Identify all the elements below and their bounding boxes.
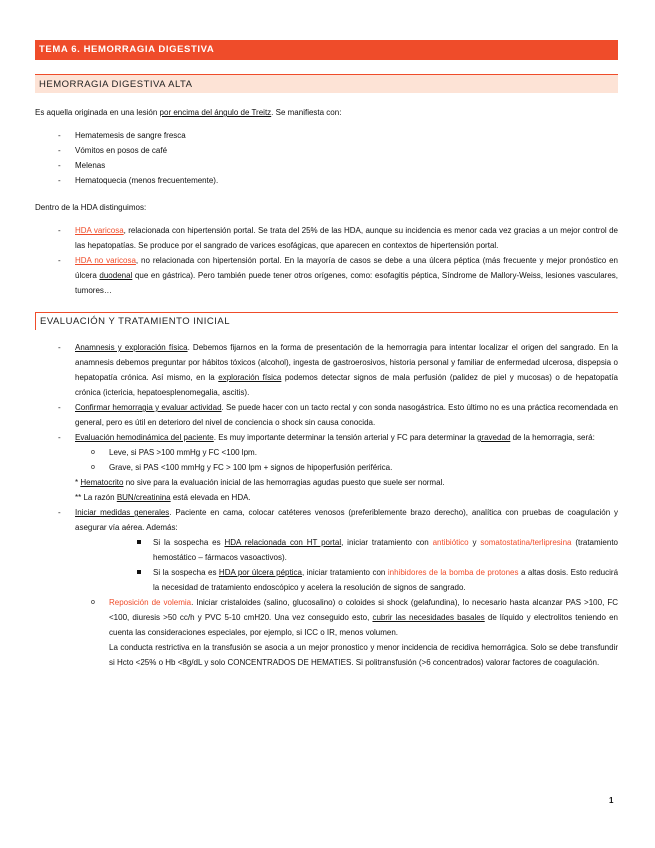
list-item-evaluacion: - Evaluación hemodinámica del paciente. Es muy importante determinar la tensión arterial y FC para determinar la gravedad de la hemorragia, será: — [35, 430, 618, 445]
manifestations-list — [35, 128, 618, 188]
section-title-hda-alta: HEMORRAGIA DIGESTIVA ALTA — [35, 74, 618, 93]
intro-paragraph: Es aquella originada en una lesión por encima del ángulo de Treitz. Se manifiesta con: — [35, 108, 342, 117]
note-bun-creatinina: ** La razón BUN/creatinina está elevada en HDA. — [75, 493, 251, 502]
section-title-evaluacion: EVALUACIÓN Y TRATAMIENTO INICIAL — [35, 312, 618, 330]
suspicion-list — [35, 535, 618, 595]
general-measures-list — [35, 505, 618, 535]
severity-list — [35, 445, 618, 475]
list-item-ht-portal: Si la sospecha es HDA relacionada con HT portal, iniciar tratamiento con antibiótico y somatostatina/terlipresina (tratamiento hemostático – fármacos vasoactivos). — [35, 535, 618, 565]
list-item: - Hematemesis de sangre fresca — [35, 128, 618, 143]
list-item: - Hematoquecia (menos frecuentemente). — [35, 173, 618, 188]
list-item-reposicion-volemia: o Reposición de volemia. Iniciar cristaloides (salino, glucosalino) o coloides si shock (gelafundina), lo necesario hasta alcanzar PAS >100, FC <100, diuresis >50 cc/h y PVC 5-10 cmH20. Una vez conseguido esto, cubrir las necesidades basales de líquido y electrolitos teniendo en cuenta las consideraciones especiales, por ejemplo, si ICC o IR, menos volumen. La conducta restrictiva en la transfusión se asocia a un mejor pronostico y menor incidencia de recidiva hemorrágica. Solo se debe transfundir si Hcto <25% o Hb <8g/dL y solo CONCENTRADOS DE HEMATIES. Si politransfusión (>6 concentrados) valorar factores de coagulación. — [35, 595, 618, 670]
note-hematocrito: * Hematocrito no sive para la evaluación inicial de las hemorragias agudas puesto que suele ser normal. — [75, 478, 445, 487]
chapter-title-banner: TEMA 6. HEMORRAGIA DIGESTIVA — [35, 40, 618, 60]
list-item-ulcera: Si la sospecha es HDA por úlcera péptica, iniciar tratamiento con inhibidores de la bomba de protones a altas dosis. Esto reducirá la necesidad de tratamiento endoscópico y acelera la resolución de signos de sangrado. — [35, 565, 618, 595]
list-item-hda-varicosa: - HDA varicosa, relacionada con hipertensión portal. Se trata del 25% de las HDA, aunque su incidencia es menor cada vez gracias a un mejor control de las hepatopatías. Se produce por el sangrado de varices esofágicas, que aparecen en contextos de hipertensión portal. — [35, 223, 618, 253]
list-item-confirmar: - Confirmar hemorragia y evaluar actividad. Se puede hacer con un tacto rectal y con sonda nasogástrica. Esto último no es una práctica recomendada en general, pero es útil en deterioro del nivel de conciencia o shock sin causa conocida. — [35, 400, 618, 430]
list-item-grave: o Grave, si PAS <100 mmHg y FC > 100 lpm + signos de hipoperfusión periférica. — [35, 460, 618, 475]
list-item: - Vómitos en posos de café — [35, 143, 618, 158]
document-page — [35, 40, 618, 670]
hda-types-list — [35, 223, 618, 298]
list-item-hda-no-varicosa: - HDA no varicosa, no relacionada con hipertensión portal. En la mayoría de casos se debe a una úlcera péptica (más frecuente y mejor pronóstico en úlcera duodenal que en gástrica). Pero también puede tener otros orígenes, como: esofagitis péptica, Síndrome de Mallory-Weiss, lesiones vasculares, tumores… — [35, 253, 618, 298]
page-number: 1 — [609, 796, 614, 805]
types-intro: Dentro de la HDA distinguimos: — [35, 203, 147, 212]
list-item-anamnesis: - Anamnesis y exploración física. Debemos fijarnos en la forma de presentación de la hemorragia para intentar localizar el origen del sangrado. En la anamnesis debemos preguntar por hábitos tóxicos (alcohol), ingesta de gastroerosivos, historia personal y familiar de enfermedad ulcerosa, dispepsia o hepatopatía crónica. Así mismo, en la exploración física podemos detectar signos de mala perfusión (palidez de piel y mucosas) o de hepatopatía crónica (ictericia, hepatoesplenomegalia, ascitis). — [35, 340, 618, 400]
list-item-leve: o Leve, si PAS >100 mmHg y FC <100 lpm. — [35, 445, 618, 460]
list-item-iniciar: - Iniciar medidas generales. Paciente en cama, colocar catéteres venosos (preferiblemente brazo derecho), analítica con pruebas de coagulación y asegurar vía aérea. Además: — [35, 505, 618, 535]
volemia-list — [35, 595, 618, 670]
list-item: - Melenas — [35, 158, 618, 173]
evaluation-list — [35, 340, 618, 445]
